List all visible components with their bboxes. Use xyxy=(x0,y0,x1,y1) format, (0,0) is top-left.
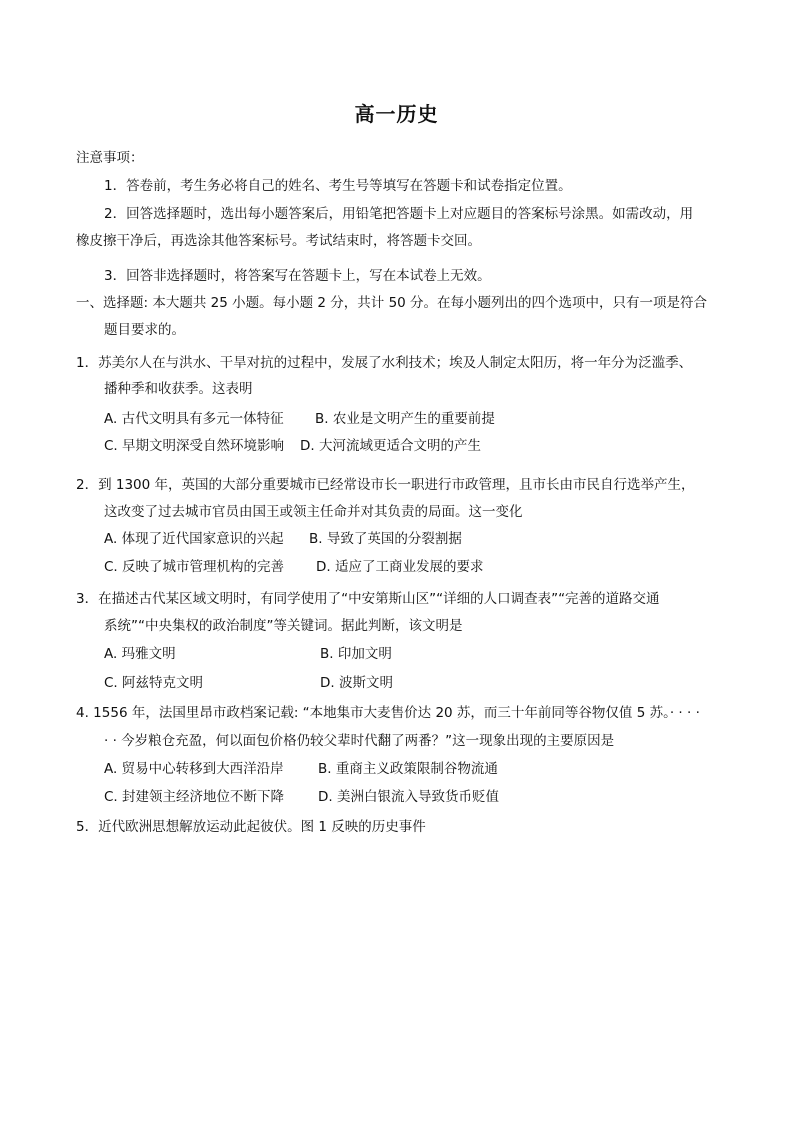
question-4-stem-line-1: 4. 1556 年，法国里昂市政档案记载: “本地集市大麦售价达 20 苏，而三十年前同等谷物仅值 5 苏。· · · · xyxy=(76,705,700,721)
question-3-option-c: C. 阿兹特克文明 xyxy=(104,675,204,691)
notice-heading: 注意事项： xyxy=(76,150,144,166)
question-2-option-b: B. 导致了英国的分裂割据 xyxy=(309,531,462,547)
question-2-stem-line-2: 这改变了过去城市官员由国王或领主任命并对其负责的局面。这一变化 xyxy=(104,504,523,520)
question-4-stem-line-2: · · 今岁粮仓充盈，何以面包价格仍较父辈时代翻了两番？”这一现象出现的主要原因是 xyxy=(104,733,615,749)
notice-item-2-line-1: 2．回答选择题时，选出每小题答案后，用铅笔把答题卡上对应题目的答案标号涂黑。如需改动，用 xyxy=(104,206,694,222)
question-2-option-c: C. 反映了城市管理机构的完善 xyxy=(104,559,285,575)
question-1-option-a: A. 古代文明具有多元一体特征 xyxy=(104,411,284,427)
question-2-option-a: A. 体现了近代国家意识的兴起 xyxy=(104,531,284,547)
question-1-stem-line-2: 播种季和收获季。这表明 xyxy=(104,381,253,397)
question-4-option-d: D. 美洲白银流入导致货币贬值 xyxy=(318,789,499,805)
page-title: 高一历史 xyxy=(354,102,439,126)
question-3-stem-line-2: 系统”“中央集权的政治制度”等关键词。据此判断，该文明是 xyxy=(104,618,463,634)
question-4-option-c: C. 封建领主经济地位不断下降 xyxy=(104,789,285,805)
section-heading-line-2: 题目要求的。 xyxy=(104,322,185,338)
notice-item-2-line-2: 橡皮擦干净后，再选涂其他答案标号。考试结束时，将答题卡交回。 xyxy=(76,233,481,249)
question-3-option-d: D. 波斯文明 xyxy=(320,675,393,691)
question-1-option-d: D. 大河流域更适合文明的产生 xyxy=(300,438,481,454)
question-3-option-a: A. 玛雅文明 xyxy=(104,646,176,662)
question-2-stem-line-1: 2．到 1300 年，英国的大部分重要城市已经常设市长一职进行市政管理，且市长由市民自行选举产生， xyxy=(76,477,695,493)
question-1-option-c: C. 早期文明深受自然环境影响 xyxy=(104,438,285,454)
question-2-option-d: D. 适应了工商业发展的要求 xyxy=(316,559,484,575)
section-heading-line-1: 一、选择题: 本大题共 25 小题。每小题 2 分，共计 50 分。在每小题列出的四个选项中，只有一项是符合 xyxy=(76,295,708,311)
question-4-option-a: A. 贸易中心转移到大西洋沿岸 xyxy=(104,761,284,777)
question-4-option-b: B. 重商主义政策限制谷物流通 xyxy=(318,761,498,777)
question-1-option-b: B. 农业是文明产生的重要前提 xyxy=(315,411,495,427)
notice-item-1: 1．答卷前，考生务必将自己的姓名、考生号等填写在答题卡和试卷指定位置。 xyxy=(104,178,572,194)
question-5-stem-line-1: 5．近代欧洲思想解放运动此起彼伏。图 1 反映的历史事件 xyxy=(76,819,426,835)
question-3-stem-line-1: 3．在描述古代某区域文明时，有同学使用了“中安第斯山区”“详细的人口调查表”“完善的道路交通 xyxy=(76,591,660,607)
question-3-option-b: B. 印加文明 xyxy=(320,646,392,662)
notice-item-3: 3．回答非选择题时，将答案写在答题卡上，写在本试卷上无效。 xyxy=(104,268,491,284)
question-1-stem-line-1: 1．苏美尔人在与洪水、干旱对抗的过程中，发展了水利技术；埃及人制定太阳历，将一年分为泛滥季、 xyxy=(76,355,693,371)
